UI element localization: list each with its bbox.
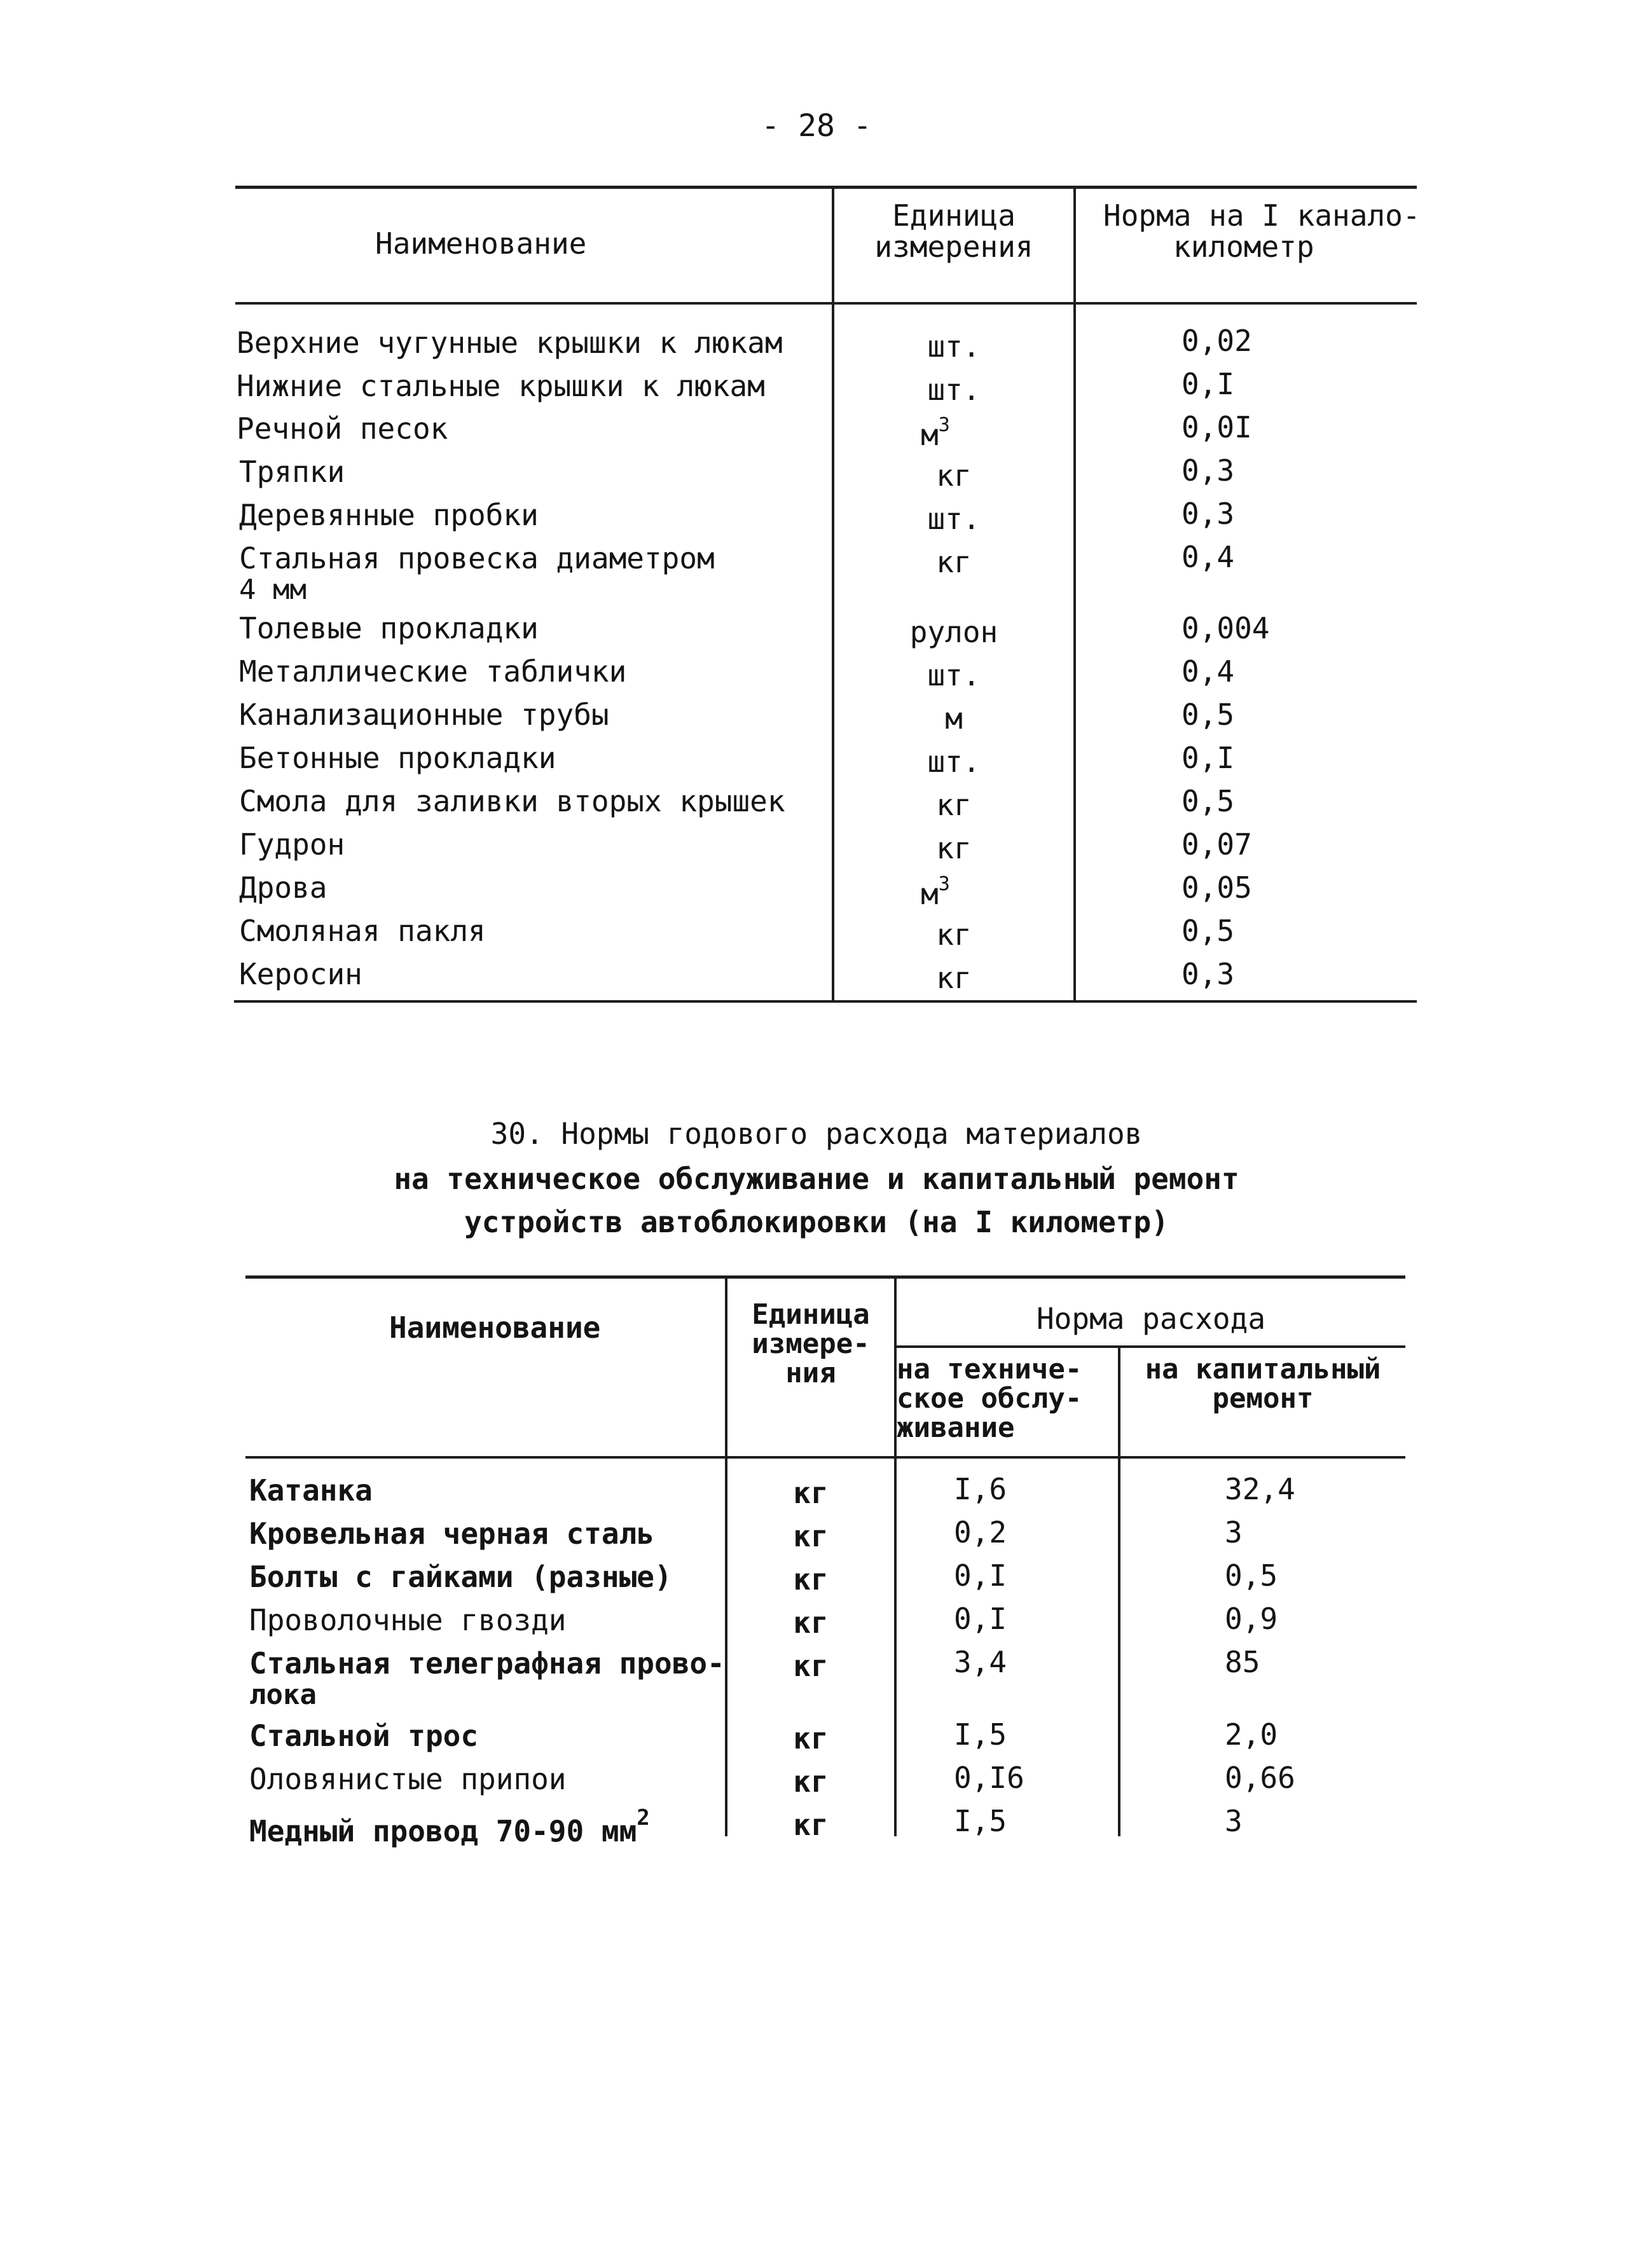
table-row-unit: рулон xyxy=(909,615,998,649)
table-2-subheader-rule xyxy=(895,1345,1405,1348)
table-2-header-maint-line3: живание xyxy=(897,1412,1015,1444)
table-row-unit: кг xyxy=(793,1721,829,1756)
table-2-header-repair-line2: ремонт xyxy=(1212,1382,1314,1415)
table-row-name: Стальной трос xyxy=(249,1719,479,1753)
table-row-unit: шт. xyxy=(927,745,981,779)
table-row-unit: шт. xyxy=(927,658,981,692)
table-row-unit: кг xyxy=(793,1562,829,1597)
table-row-repair: 3 xyxy=(1225,1804,1243,1838)
table-row-value: 0,5 xyxy=(1182,914,1235,948)
table-row-value: 0,5 xyxy=(1182,698,1235,732)
table-row-name-cont: лока xyxy=(249,1679,317,1711)
table-row-unit: кг xyxy=(793,1764,829,1799)
table-row-maint: 0,I xyxy=(954,1558,1007,1593)
table-row-unit: шт. xyxy=(927,329,981,364)
table-row-name: Смоляная пакля xyxy=(239,914,486,948)
table-row-name: Канализационные трубы xyxy=(239,698,609,732)
table-row-maint: I,5 xyxy=(954,1717,1007,1752)
table-2-header-unit-line2: измере- xyxy=(752,1328,870,1360)
table-row-value: 0,004 xyxy=(1182,611,1270,645)
table-row-value: 0,0I xyxy=(1182,410,1252,444)
table-row-name: Кровельная черная сталь xyxy=(249,1516,654,1551)
table-row-value: 0,4 xyxy=(1182,540,1235,574)
table-row-value: 0,I xyxy=(1182,367,1235,401)
table-row-unit: кг xyxy=(936,831,972,865)
table-1-header-unit-line1: Единица xyxy=(892,198,1016,233)
table-1-header-rule xyxy=(235,302,1417,305)
page-number: - 28 - xyxy=(761,108,872,144)
table-row-unit: кг xyxy=(793,1476,829,1510)
table-row-maint: I,6 xyxy=(954,1472,1007,1506)
table-row-name: Речной песок xyxy=(237,411,448,446)
table-row-maint: 0,I xyxy=(954,1602,1007,1636)
table-1-header-norm-line2: километр xyxy=(1173,230,1314,264)
table-2-header-repair-line1: на капитальный xyxy=(1145,1353,1381,1385)
table-2-top-rule xyxy=(245,1275,1405,1279)
table-row-name: Гудрон xyxy=(239,827,345,862)
table-2-header-rule xyxy=(245,1456,1405,1459)
table-row-value: 0,3 xyxy=(1182,453,1235,488)
table-1-header-name: Наименование xyxy=(375,226,587,261)
table-row-unit: $м^3$ xyxy=(921,414,950,452)
table-row-name: Деревянные пробки xyxy=(239,498,539,532)
table-row-value: 0,3 xyxy=(1182,957,1235,991)
table-row-unit: шт. xyxy=(927,502,981,536)
table-row-name: Стальная телеграфная прово- xyxy=(249,1646,725,1680)
table-row-maint: I,5 xyxy=(954,1804,1007,1838)
table-row-name: Тряпки xyxy=(239,455,345,489)
table-row-unit: кг xyxy=(793,1808,829,1842)
table-1-divider-2 xyxy=(1073,188,1076,1001)
table-row-maint: 0,2 xyxy=(954,1515,1007,1550)
table-row-maint: 0,I6 xyxy=(954,1761,1024,1795)
table-row-value: 0,07 xyxy=(1182,827,1252,862)
table-row-value: 0,I xyxy=(1182,741,1235,775)
table-row-name: Проволочные гвозди xyxy=(249,1603,567,1637)
table-row-unit: кг xyxy=(936,458,972,493)
table-row-repair: 3 xyxy=(1225,1515,1243,1550)
table-row-maint: 3,4 xyxy=(954,1645,1007,1679)
table-2-header-unit-line3: ния xyxy=(785,1357,836,1389)
table-row-name: Металлические таблички xyxy=(239,654,627,689)
table-row-unit: кг xyxy=(936,961,972,995)
table-row-value: 0,05 xyxy=(1182,870,1252,905)
table-row-repair: 0,66 xyxy=(1225,1761,1295,1795)
table-row-unit: кг xyxy=(793,1519,829,1553)
table-row-unit: м xyxy=(945,701,963,736)
table-row-name: Катанка xyxy=(249,1473,373,1508)
table-2-header-maint-line1: на техниче- xyxy=(897,1353,1082,1385)
table-1-header-norm-line1: Норма на I канало- xyxy=(1103,198,1421,233)
table-2-divider-3 xyxy=(1118,1347,1120,1836)
table-row-name-cont: 4 мм xyxy=(239,574,307,606)
table-2-header-name: Наименование xyxy=(389,1310,601,1345)
table-1-top-rule xyxy=(235,186,1417,189)
table-row-name: Нижние стальные крышки к люкам xyxy=(237,369,765,403)
table-1-header-unit-line2: измерения xyxy=(874,230,1033,264)
table-row-name: Болты с гайками (разные) xyxy=(249,1560,672,1594)
table-row-value: 0,3 xyxy=(1182,497,1235,531)
table-row-name: Верхние чугунные крышки к люкам xyxy=(237,326,783,360)
table-row-unit: кг xyxy=(793,1605,829,1640)
table-row-name: Оловянистые припои xyxy=(249,1762,567,1796)
table-row-name: Стальная провеска диаметром xyxy=(239,541,715,575)
table-row-unit: кг xyxy=(936,788,972,822)
table-row-value: 0,5 xyxy=(1182,784,1235,818)
table-1-divider-1 xyxy=(832,188,834,1001)
table-row-name: Смола для заливки вторых крышек xyxy=(239,784,785,818)
table-row-unit: кг xyxy=(936,545,972,579)
table-2-caption-line2: на техническое обслуживание и капитальный ремонт xyxy=(394,1162,1239,1196)
table-2-header-unit-line1: Единица xyxy=(752,1298,870,1331)
table-row-name: Дрова xyxy=(239,870,327,905)
table-row-unit: $м^3$ xyxy=(921,873,950,911)
table-row-repair: 0,9 xyxy=(1225,1602,1278,1636)
table-2-caption-line1: 30. Нормы годового расхода материалов xyxy=(490,1117,1143,1151)
table-2-header-maint-line2: ское обслу- xyxy=(897,1382,1082,1415)
table-row-unit: кг xyxy=(936,918,972,952)
table-row-repair: 85 xyxy=(1225,1645,1260,1679)
table-row-name: Толевые прокладки xyxy=(239,611,539,645)
table-row-value: 0,02 xyxy=(1182,324,1252,358)
table-row-repair: 32,4 xyxy=(1225,1472,1295,1506)
table-2-header-norm: Норма расхода xyxy=(1036,1302,1266,1336)
table-row-name: Бетонные прокладки xyxy=(239,741,556,775)
table-row-unit: кг xyxy=(793,1649,829,1683)
table-row-name: Медный провод 70-90 $мм^2$ xyxy=(249,1805,650,1848)
table-row-repair: 2,0 xyxy=(1225,1717,1278,1752)
table-row-name: Керосин xyxy=(239,957,362,991)
table-row-unit: шт. xyxy=(927,373,981,407)
table-1-bottom-rule xyxy=(234,1000,1417,1003)
table-row-value: 0,4 xyxy=(1182,654,1235,689)
table-2-caption-line3: устройств автоблокировки (на I километр) xyxy=(464,1205,1169,1239)
table-row-repair: 0,5 xyxy=(1225,1558,1278,1593)
